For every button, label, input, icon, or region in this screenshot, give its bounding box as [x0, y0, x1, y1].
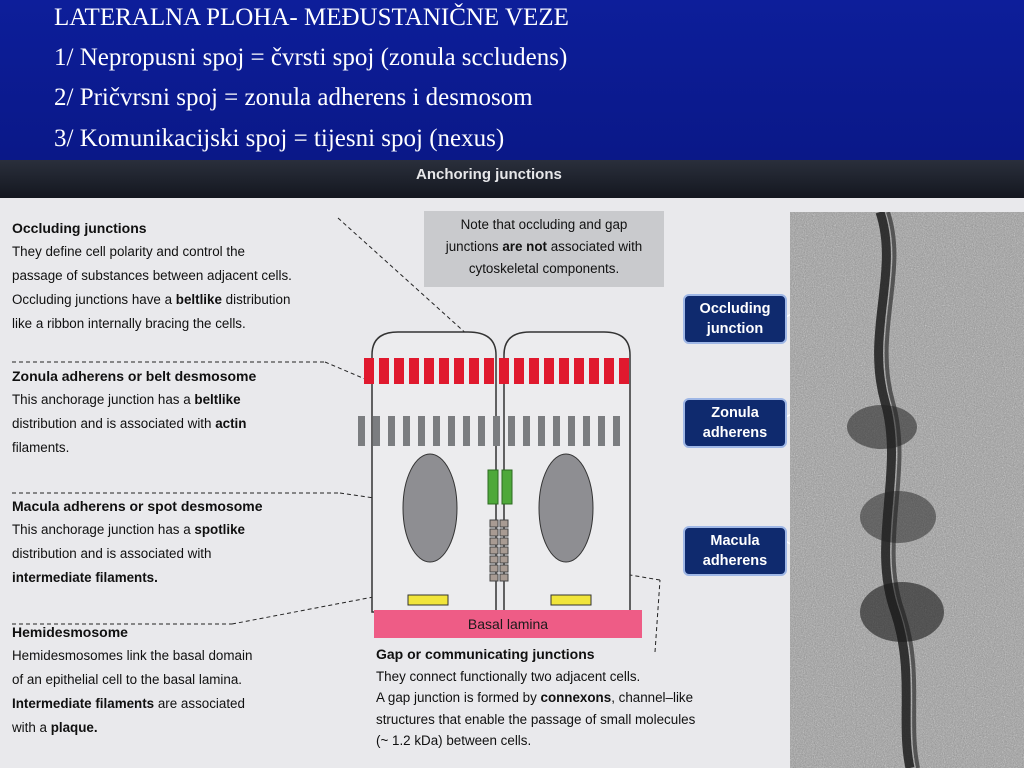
note-box: Note that occluding and gap junctions are not associated with cytoskeletal components.	[424, 211, 664, 287]
occluding-junctions-text: Occluding junctions They define cell polarity and control the passage of substances between adjacent cells. Occluding junctions have a beltlike distribution like a ribbon internally bracing the cells.	[12, 216, 292, 336]
connexon	[490, 538, 498, 545]
hemidesmosome-right	[551, 595, 591, 605]
zonula-adherens-bar	[568, 416, 575, 446]
basal-lamina-label: Basal lamina	[467, 616, 549, 632]
macula-plaque-right	[502, 470, 512, 504]
zonula-adherens-bar	[403, 416, 410, 446]
slide-line-1: 1/ Nepropusni spoj = čvrsti spoj (zonula sccludens)	[54, 44, 568, 71]
occluding-strand	[379, 358, 389, 384]
occluding-strand	[559, 358, 569, 384]
zonula-adherens-bar	[493, 416, 500, 446]
zonula-adherens-bar	[598, 416, 605, 446]
occluding-strand	[499, 358, 509, 384]
occluding-strand	[364, 358, 374, 384]
slide-header	[0, 0, 1024, 160]
zonula-adherens-bar	[613, 416, 620, 446]
zonula-title: Zonula adherens or belt desmosome	[12, 368, 257, 384]
connexon	[490, 565, 498, 572]
zonula-adherens-bar	[478, 416, 485, 446]
occluding-title: Occluding junctions	[12, 220, 147, 236]
occluding-strand	[484, 358, 494, 384]
macula-adherens-text: Macula adherens or spot desmosome This anchorage junction has a spotlike distribution and is associated with intermediate filaments.	[12, 494, 263, 590]
zonula-adherens-bar	[523, 416, 530, 446]
zonula-adherens-bar	[373, 416, 380, 446]
gap-title: Gap or communicating junctions	[376, 646, 595, 662]
connexon	[490, 520, 498, 527]
gap-junctions-text: Gap or communicating junctions They connect functionally two adjacent cells. A gap junction is formed by connexons, channel–like structures that enable the passage of small molecules (~ 1.2 kDa) between cells.	[376, 646, 696, 749]
slide-line-3: 3/ Komunikacijski spoj = tijesni spoj (nexus)	[54, 125, 505, 152]
occluding-strand	[394, 358, 404, 384]
callout-occluding-junction: Occluding junction	[683, 294, 787, 344]
macula-plaque-left	[488, 470, 498, 504]
connexon	[500, 565, 508, 572]
occluding-strand	[454, 358, 464, 384]
connexon	[490, 574, 498, 581]
nucleus-left	[403, 454, 457, 562]
occluding-strand	[604, 358, 614, 384]
connexon	[490, 556, 498, 563]
leader-gap-1	[655, 580, 660, 652]
slide-title: LATERALNA PLOHA- MEĐUSTANIČNE VEZE	[54, 4, 569, 31]
zonula-adherens-bar	[388, 416, 395, 446]
zonula-adherens-bar	[358, 416, 365, 446]
nucleus-right	[539, 454, 593, 562]
connexon	[490, 547, 498, 554]
macula-title: Macula adherens or spot desmosome	[12, 498, 263, 514]
occluding-strand	[514, 358, 524, 384]
hemidesmosome-text: Hemidesmosome Hemidesmosomes link the basal domain of an epithelial cell to the basal lamina. Intermediate filaments are associated with a plaque.	[12, 620, 252, 740]
junction-figure	[0, 160, 1024, 768]
occluding-strand	[409, 358, 419, 384]
zonula-adherens-bar	[463, 416, 470, 446]
occluding-strand	[424, 358, 434, 384]
occluding-strand	[439, 358, 449, 384]
zonula-adherens-bar	[508, 416, 515, 446]
callout-zonula-adherens: Zonula adherens	[683, 398, 787, 448]
occluding-strand	[589, 358, 599, 384]
callout-macula-adherens: Macula adherens	[683, 526, 787, 576]
zonula-adherens-bar	[538, 416, 545, 446]
zonula-adherens-bar	[553, 416, 560, 446]
occluding-strand	[619, 358, 629, 384]
connexon	[500, 538, 508, 545]
hemidesmosome-left	[408, 595, 448, 605]
zonula-adherens-text: Zonula adherens or belt desmosome This anchorage junction has a beltlike distribution and is associated with actin filaments.	[12, 364, 256, 460]
connexon	[500, 520, 508, 527]
gap-junction-connexons	[490, 520, 508, 581]
figure-header-title: Anchoring junctions	[416, 166, 562, 183]
connexon	[500, 529, 508, 536]
zonula-adherens-bar	[433, 416, 440, 446]
occluding-strand	[574, 358, 584, 384]
zonula-adherens-bar	[583, 416, 590, 446]
connexon	[500, 574, 508, 581]
zonula-adherens-bar	[448, 416, 455, 446]
hemidesmosome-title: Hemidesmosome	[12, 624, 128, 640]
zonula-adherens-bar	[418, 416, 425, 446]
connexon	[490, 529, 498, 536]
connexon	[500, 547, 508, 554]
slide-line-2: 2/ Pričvrsni spoj = zonula adherens i desmosom	[54, 84, 533, 111]
occluding-strand	[529, 358, 539, 384]
connexon	[500, 556, 508, 563]
electron-micrograph	[790, 212, 1024, 768]
occluding-strand	[544, 358, 554, 384]
occluding-strand	[469, 358, 479, 384]
